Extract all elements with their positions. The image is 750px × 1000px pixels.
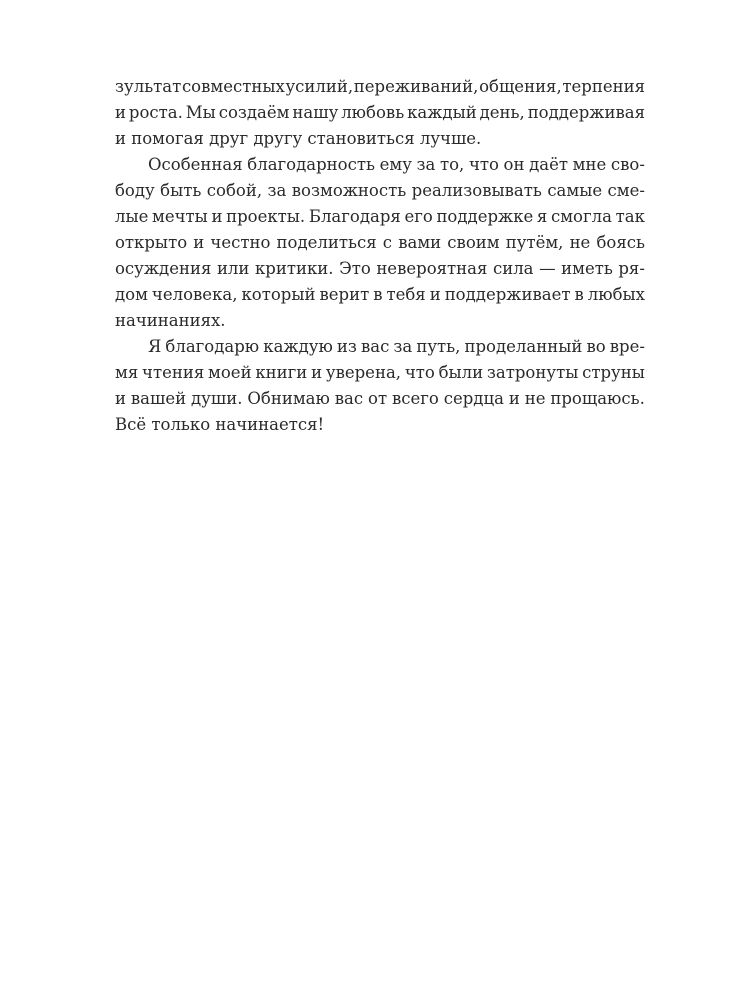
word: он xyxy=(503,155,525,174)
word: и xyxy=(115,389,126,408)
paragraph-3 xyxy=(115,334,645,438)
word: сме- xyxy=(607,181,645,200)
word: который xyxy=(241,285,316,304)
word: сила xyxy=(492,259,534,278)
word: проекты. xyxy=(226,207,306,226)
word: терпения xyxy=(562,77,645,96)
word: самые xyxy=(547,181,603,200)
text-line xyxy=(115,74,645,100)
word: всего xyxy=(391,389,439,408)
word: во xyxy=(586,337,606,356)
word: путь, xyxy=(416,337,461,356)
paragraph-1 xyxy=(115,74,645,152)
word: так xyxy=(615,207,645,226)
word: струны xyxy=(582,363,645,382)
text-line: начинаниях. xyxy=(115,311,226,330)
text-line: и помогая друг другу становиться лучше. xyxy=(115,129,482,148)
word: нашу xyxy=(292,103,339,122)
word: я xyxy=(536,207,548,226)
word: благодарю xyxy=(165,337,260,356)
word: ему xyxy=(379,155,412,174)
word: создаём xyxy=(218,103,290,122)
word: реализовывать xyxy=(411,181,542,200)
word: что xyxy=(404,363,435,382)
word: роста. xyxy=(128,103,183,122)
word: вас xyxy=(360,337,390,356)
word: Я xyxy=(148,337,162,356)
word: за xyxy=(267,181,287,200)
word: и xyxy=(115,103,126,122)
text-line xyxy=(115,100,645,126)
text-line xyxy=(115,360,645,386)
word: боду xyxy=(115,181,155,200)
word: любых xyxy=(587,285,645,304)
word: Особенная xyxy=(148,155,243,174)
word: мне xyxy=(572,155,607,174)
word: критики. xyxy=(254,259,334,278)
page-body xyxy=(115,74,645,438)
word: день, xyxy=(479,103,525,122)
text-line xyxy=(115,334,645,360)
word: верит xyxy=(319,285,370,304)
text-line xyxy=(115,256,645,282)
word: в xyxy=(373,285,383,304)
text-line xyxy=(115,178,645,204)
word: каждый xyxy=(407,103,477,122)
word: тебя xyxy=(386,285,426,304)
word: в xyxy=(574,285,584,304)
text-line xyxy=(115,204,645,230)
word: или xyxy=(216,259,250,278)
word: за xyxy=(416,155,436,174)
word: зультат xyxy=(115,77,182,96)
word: вас xyxy=(334,389,364,408)
word: от xyxy=(368,389,388,408)
word: любовь xyxy=(341,103,405,122)
word: сердца xyxy=(443,389,504,408)
word: и xyxy=(193,233,205,252)
text-line xyxy=(115,152,645,178)
word: путём, xyxy=(505,233,564,252)
text-line xyxy=(115,230,645,256)
word: прощаюсь. xyxy=(550,389,645,408)
word: дом xyxy=(115,285,148,304)
word: быть xyxy=(160,181,202,200)
word: человека, xyxy=(151,285,238,304)
word: проделанный xyxy=(464,337,583,356)
word: книги xyxy=(255,363,308,382)
word: смогла xyxy=(550,207,612,226)
word: чтения xyxy=(142,363,205,382)
word: вре- xyxy=(609,337,645,356)
word: его xyxy=(404,207,433,226)
word: Это xyxy=(339,259,371,278)
word: то, xyxy=(440,155,465,174)
word: и xyxy=(211,207,223,226)
word: мя xyxy=(115,363,139,382)
word: даёт xyxy=(529,155,568,174)
word: ря- xyxy=(618,259,645,278)
text-line: Всё только начинается! xyxy=(115,415,325,434)
word: переживаний, xyxy=(353,77,479,96)
word: моей xyxy=(208,363,252,382)
word: лые xyxy=(115,207,149,226)
word: сво- xyxy=(610,155,645,174)
word: открыто xyxy=(115,233,188,252)
word: вашей xyxy=(130,389,187,408)
word: не xyxy=(569,233,591,252)
word: своим xyxy=(447,233,500,252)
word: из xyxy=(336,337,357,356)
word: благодарность xyxy=(247,155,375,174)
word: что xyxy=(468,155,499,174)
text-line xyxy=(115,386,645,412)
word: возможность xyxy=(291,181,407,200)
word: Мы xyxy=(185,103,216,122)
word: вами xyxy=(398,233,442,252)
word: души. xyxy=(191,389,243,408)
word: Обнимаю xyxy=(247,389,330,408)
word: затронуты xyxy=(486,363,579,382)
word: общения, xyxy=(479,77,562,96)
word: не xyxy=(524,389,546,408)
text-line xyxy=(115,282,645,308)
word: с xyxy=(382,233,393,252)
word: и xyxy=(311,363,323,382)
word: поддерживая xyxy=(527,103,645,122)
word: усилий, xyxy=(285,77,354,96)
word: осуждения xyxy=(115,259,212,278)
word: поддерживает xyxy=(444,285,571,304)
word: собой, xyxy=(206,181,263,200)
word: мечты xyxy=(152,207,208,226)
word: и xyxy=(508,389,520,408)
word: были xyxy=(438,363,484,382)
word: честно xyxy=(210,233,271,252)
paragraph-2 xyxy=(115,152,645,334)
word: уверена, xyxy=(325,363,402,382)
word: и xyxy=(429,285,441,304)
word: боясь xyxy=(596,233,645,252)
word: каждую xyxy=(263,337,333,356)
word: иметь xyxy=(561,259,613,278)
word: Благодаря xyxy=(308,207,401,226)
word: поделиться xyxy=(276,233,377,252)
word: за xyxy=(393,337,413,356)
word: — xyxy=(539,259,556,278)
word: совместных xyxy=(181,77,285,96)
word: поддержке xyxy=(436,207,534,226)
word: невероятная xyxy=(376,259,488,278)
